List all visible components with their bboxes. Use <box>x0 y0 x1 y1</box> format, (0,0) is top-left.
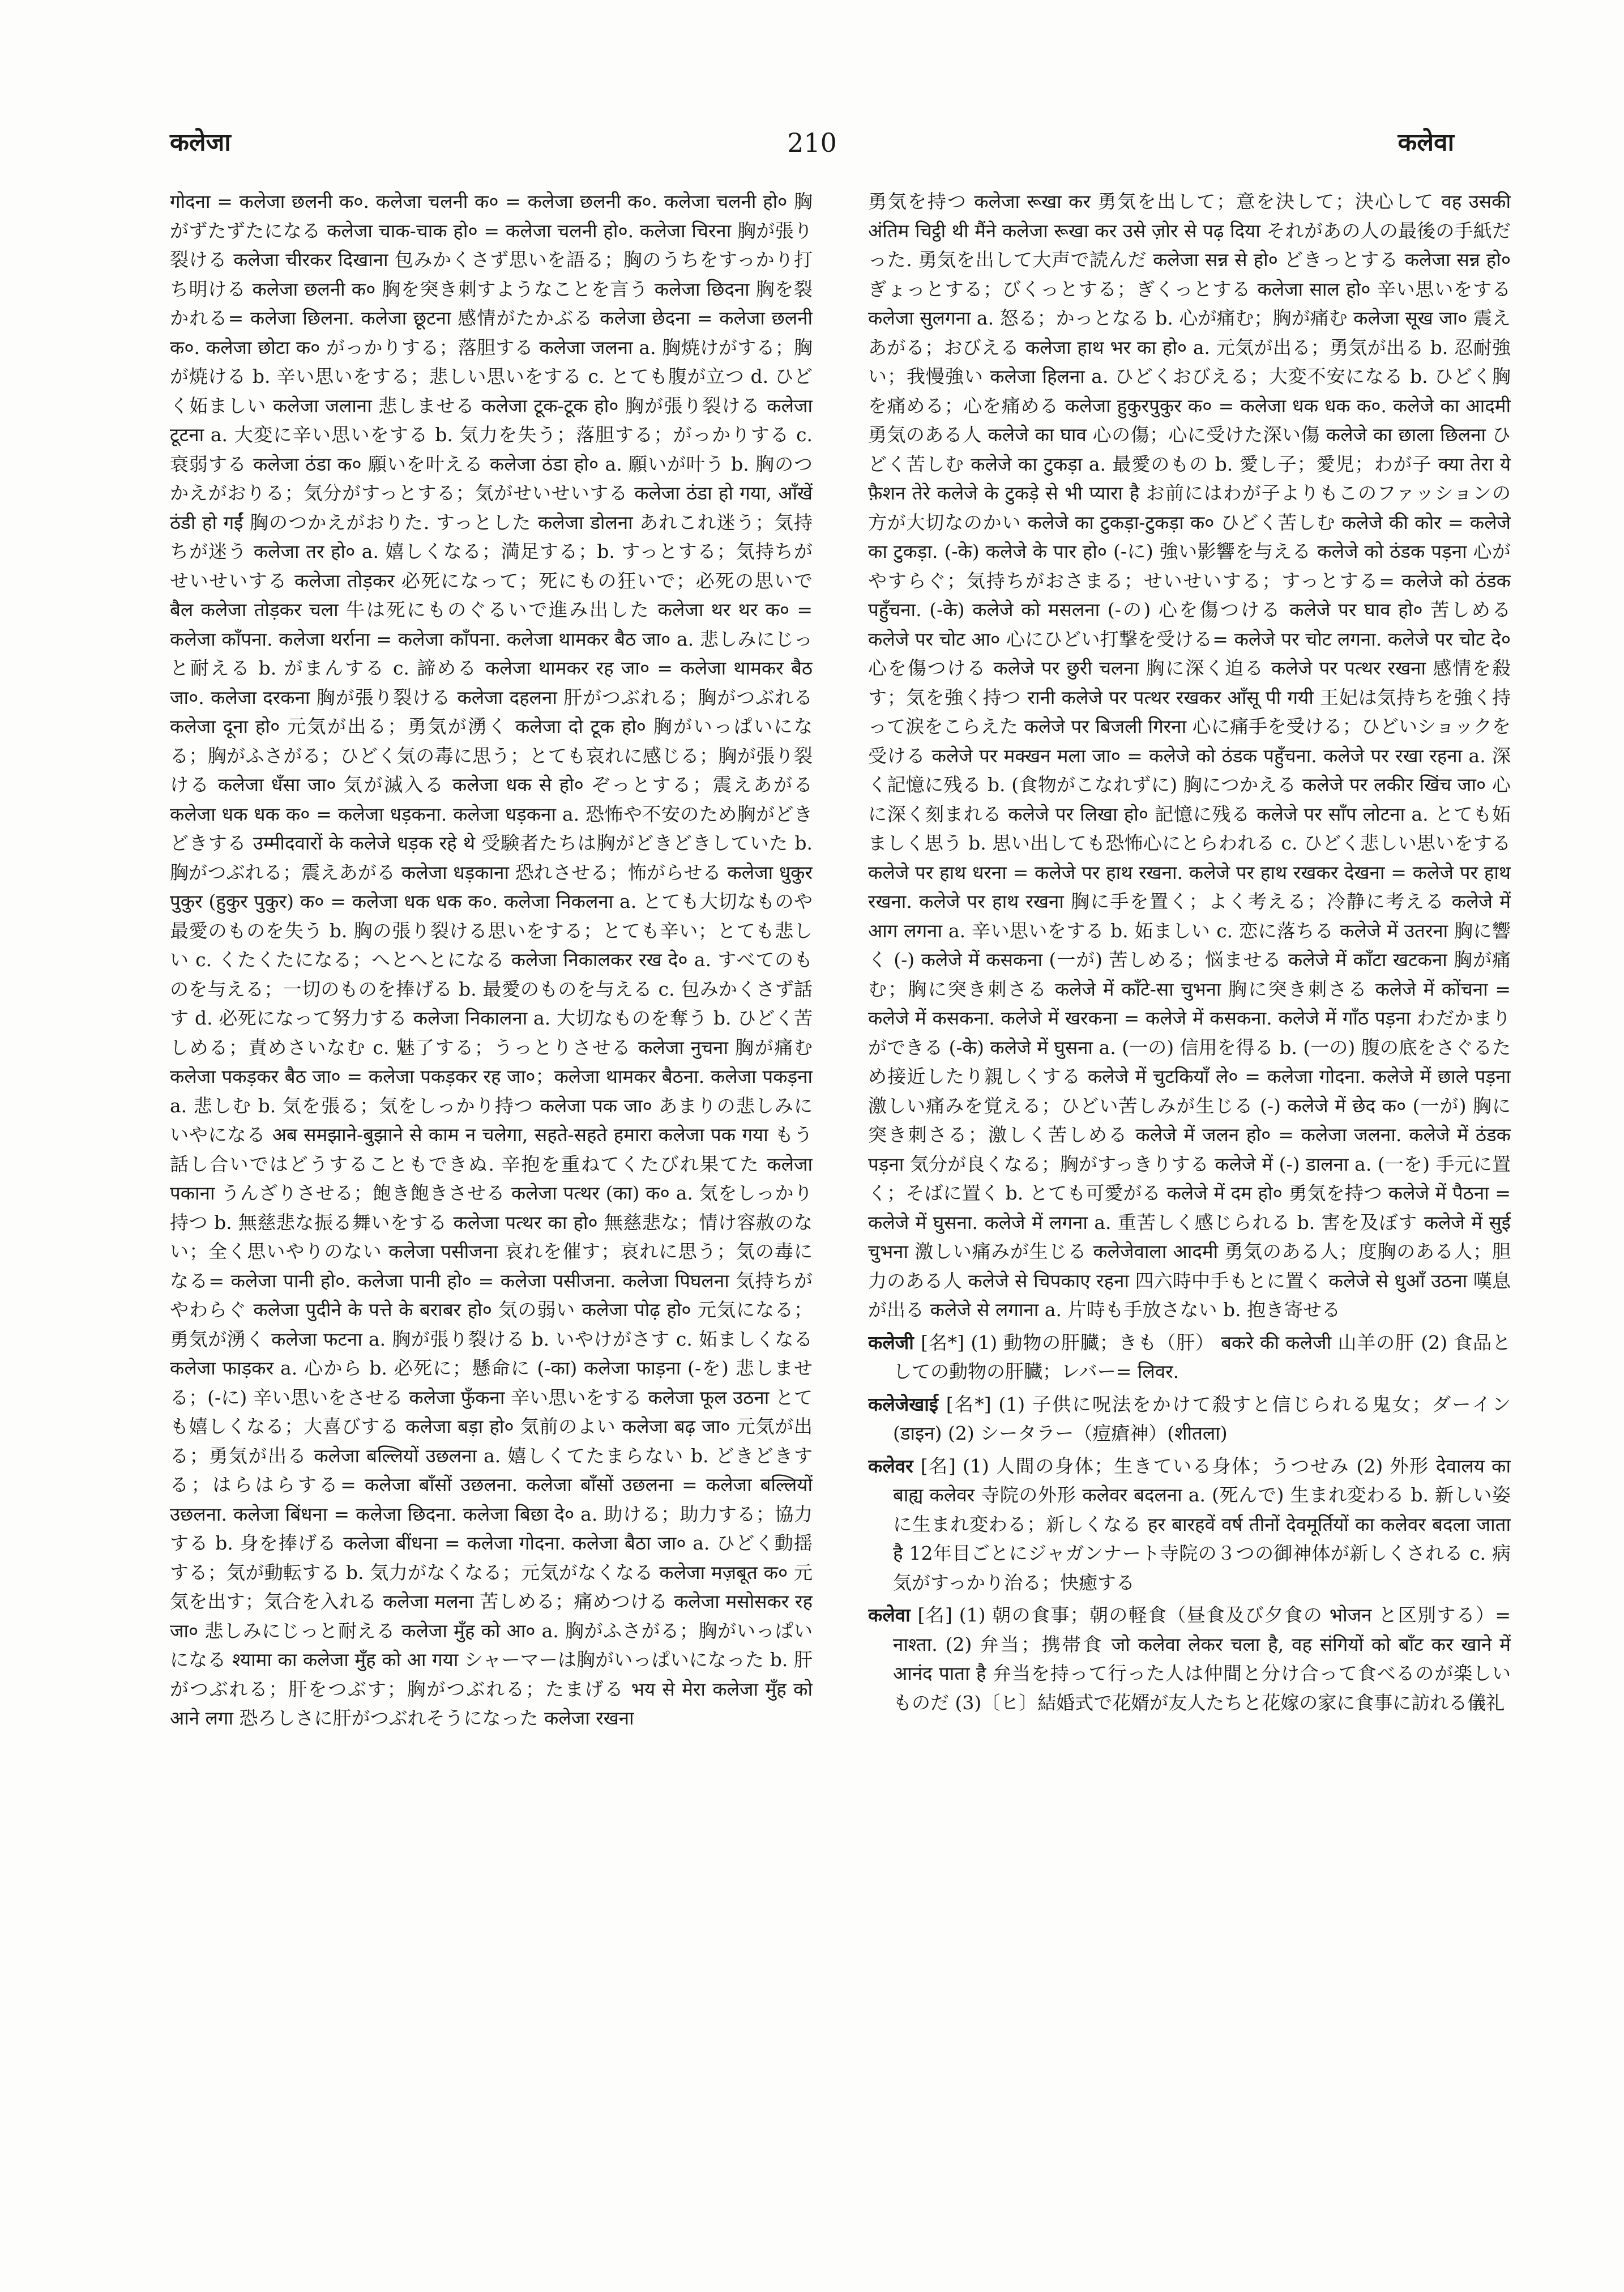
entry-definition: [名*] (1) 動物の肝臓；きも（肝） बकरे की कलेजी 山羊の肝 (2) 食品としての動物の肝臓；レバー= लिवर. <box>893 1331 1511 1382</box>
left-column <box>170 187 813 1733</box>
entry-headword: कलेवर <box>868 1454 921 1477</box>
running-head-first-entry: कलेजा <box>170 128 231 157</box>
entry-definition: [名] (1) 人間の身体；生きている身体；うつせみ (2) 外形 देवालय का बाह्य कलेवर 寺院の外形 कलेवर बदलना a. (死んで) 生まれ変わる b. 新しい姿に生まれ変わる；新しくなる हर बारहवें वर्ष तीनों देवमूर्तियों का कलेवर बदला जाता है 12年目ごとにジャガンナート寺院の３つの御神体が新しくされる c. 病気がすっかり治る；快癒する <box>893 1454 1511 1594</box>
entry-headword: कलेजी <box>868 1331 921 1354</box>
two-column-body <box>170 187 1511 2237</box>
entry-continuation-text: गोदना = कलेजा छलनी क०. कलेजा चलनी क० = कलेजा छलनी क०. कलेजा चलनी हो० 胸がずたずたになる कलेजा चाक-चाक हो० = कलेजा चलनी हो०. कलेजा चिरना 胸が張り裂ける कलेजा चीरकर दिखाना 包みかくさず思いを語る；胸のうちをすっかり打ち明ける कलेजा छलनी क० 胸を突き刺すようなことを言う कलेजा छिदना 胸を裂かれる= कलेजा छिलना. कलेजा छूटना 感情がたかぶる कलेजा छेदना = कलेजा छलनी क०. कलेजा छोटा क० がっかりする；落胆する कलेजा जलना a. 胸焼けがする；胸が焼ける b. 辛い思いをする；悲しい思いをする c. とても腹が立つ d. ひどく妬ましい कलेजा जलाना 悲しませる कलेजा टूक-टूक हो० 胸が張り裂ける कलेजा टूटना a. 大変に辛い思いをする b. 気力を失う；落胆する；がっかりする c. 衰弱する कलेजा ठंडा क० 願いを叶える कलेजा ठंडा हो० a. 願いが叶う b. 胸のつかえがおりる；気分がすっとする；気がせいせいする कलेजा ठंडा हो गया, आँखें ठंडी हो गईं 胸のつかえがおりた. すっとした कलेजा डोलना あれこれ迷う；気持ちが迷う कलेजा तर हो० a. 嬉しくなる；満足する；b. すっとする；気持ちがせいせいする कलेजा तोड़कर 必死になって；死にもの狂いで；必死の思いで बैल कलेजा तोड़कर चला 牛は死にものぐるいで進み出した कलेजा थर थर क० = कलेजा काँपना. कलेजा थर्राना = कलेजा काँपना. कलेजा थामकर बैठ जा० a. 悲しみにじっと耐える b. がまんする c. 諦める कलेजा थामकर रह जा० = कलेजा थामकर बैठ जा०. कलेजा दरकना 胸が張り裂ける कलेजा दहलना 肝がつぶれる；胸がつぶれる कलेजा दूना हो० 元気が出る；勇気が湧く कलेजा दो टूक हो० 胸がいっぱいになる；胸がふさがる；ひどく気の毒に思う；とても哀れに感じる；胸が張り裂ける कलेजा धँसा जा० 気が滅入る कलेजा धक से हो० ぞっとする；震えあがる कलेजा धक धक क० = कलेजा धड़कना. कलेजा धड़कना a. 恐怖や不安のため胸がどきどきする उम्मीदवारों के कलेजे धड़क रहे थे 受験者たちは胸がどきどきしていた b. 胸がつぶれる；震えあがる कलेजा धड़काना 恐れさせる；怖がらせる कलेजा धुकुर पुकुर (हुकुर पुकुर) क० = कलेजा धक धक क०. कलेजा निकलना a. とても大切なものや最愛のものを失う b. 胸の張り裂ける思いをする；とても辛い；とても悲しい c. くたくたになる；へとへとになる कलेजा निकालकर रख दे० a. すべてのものを与える；一切のものを捧げる b. 最愛のものを与える c. 包みかくさず話す d. 必死になって努力する कलेजा निकालना a. 大切なものを奪う b. ひどく苦しめる；責めさいなむ c. 魅了する；うっとりさせる कलेजा नुचना 胸が痛む कलेजा पकड़कर बैठ जा० = कलेजा पकड़कर रह जा०；कलेजा थामकर बैठना. कलेजा पकड़ना a. 悲しむ b. 気を張る；気をしっかり持つ कलेजा पक जा० あまりの悲しみにいやになる अब समझाने-बुझाने से काम न चलेगा, सहते-सहते हमारा कलेजा पक गया もう話し合いではどうすることもできぬ. 辛抱を重ねてくたびれ果てた कलेजा पकाना うんざりさせる；飽き飽きさせる कलेजा पत्थर (का) क० a. 気をしっかり持つ b. 無慈悲な振る舞いをする कलेजा पत्थर का हो० 無慈悲な；情け容赦のない；全く思いやりのない कलेजा पसीजना 哀れを催す；哀れに思う；気の毒になる= कलेजा पानी हो०. कलेजा पानी हो० = कलेजा पसीजना. कलेजा पिघलना 気持ちがやわらぐ कलेजा पुदीने के पत्ते के बराबर हो० 気の弱い कलेजा पोढ़ हो० 元気になる；勇気が湧く कलेजा फटना a. 胸が張り裂ける b. いやけがさす c. 妬ましくなる कलेजा फाड़कर a. 心から b. 必死に；懸命に (-का) कलेजा फाड़ना (-を) 悲しませる；(-に) 辛い思いをさせる कलेजा फुँकना 辛い思いをする कलेजा फूल उठना とても嬉しくなる；大喜びする कलेजा बड़ा हो० 気前のよい कलेजा बढ़ जा० 元気が出る；勇気が出る कलेजा बल्लियों उछलना a. 嬉しくてたまらない b. どきどきする；はらはらする= कलेजा बाँसों उछलना. कलेजा बाँसों उछलना = कलेजा बल्लियों उछलना. कलेजा बिंधना = कलेजा छिदना. कलेजा बिछा दे० a. 助ける；助力する；協力する b. 身を捧げる कलेजा बींधना = कलेजा गोदना. कलेजा बैठा जा० a. ひどく動揺する；気が動転する b. 気力がなくなる；元気がなくなる कलेजा मज़बूत क० 元気を出す；気合を入れる कलेजा मलना 苦しめる；痛めつける कलेजा मसोसकर रह जा० 悲しみにじっと耐える कलेजा मुँह को आ० a. 胸がふさがる；胸がいっぱいになる श्यामा का कलेजा मुँह को आ गया シャーマーは胸がいっぱいになった b. 肝がつぶれる；肝をつぶす；胸がつぶれる；たまげる भय से मेरा कलेजा मुँह को आने लगा 恐ろしさに肝がつぶれそうになった कलेजा रखना <box>170 190 813 1729</box>
dictionary-entry <box>868 1390 1511 1448</box>
entry-definition: [名] (1) 朝の食事；朝の軽食（昼食及び夕食の भोजन と区別する）= नाश्ता. (2) 弁当；携帯食 जो कलेवा लेकर चला है, वह संगियों को बाँट कर खाने में आनंद पाता है 弁当を持って行った人は仲間と分け合って食べるのが楽しいものだ (3)〔ヒ〕結婚式で花婿が友人たちと花嫁の家に食事に訪れる儀礼 <box>893 1604 1511 1714</box>
running-head-last-entry: कलेवा <box>1398 128 1454 157</box>
running-head <box>170 126 1454 165</box>
dictionary-entry <box>868 1452 1511 1598</box>
page-number: 210 <box>787 127 837 158</box>
entry-headword: कलेजेखाई <box>868 1393 946 1415</box>
right-column <box>868 187 1511 1717</box>
entry-continuation-text: 勇気を持つ कलेजा रूखा कर 勇気を出して；意を決して；決心して वह उसकी अंतिम चिट्ठी थी मैंने कलेजा रूखा कर उसे ज़ोर से पढ़ दिया それがあの人の最後の手紙だった. 勇気を出して大声で読んだ कलेजा सन्न से हो० どきっとする कलेजा सन्न हो० ぎょっとする；びくっとする；ぎくっとする कलेजा साल हो० 辛い思いをする कलेजा सुलगना a. 怒る；かっとなる b. 心が痛む；胸が痛む कलेजा सूख जा० 震えあがる；おびえる कलेजा हाथ भर का हो० a. 元気が出る；勇気が出る b. 忍耐強い；我慢強い कलेजा हिलना a. ひどくおびえる；大変不安になる b. ひどく胸を痛める；心を痛める कलेजा हुकुरपुकुर क० = कलेजा धक धक क०. कलेजे का आदमी 勇気のある人 कलेजे का घाव 心の傷；心に受けた深い傷 कलेजे का छाला छिलना ひどく苦しむ कलेजे का टुकड़ा a. 最愛のもの b. 愛し子；愛児；わが子 क्या तेरा ये फ़ैशन तेरे कलेजे के टुकड़े से भी प्यारा है お前にはわが子よりもこのファッションの方が大切なのかい कलेजे का टुकड़ा-टुकड़ा क० ひどく苦しむ कलेजे की कोर = कलेजे का टुकड़ा. (-के) कलेजे के पार हो० (-に) 強い影響を与える कलेजे को ठंडक पड़ना 心がやすらぐ；気持ちがおさまる；せいせいする；すっとする= कलेजे को ठंडक पहुँचना. (-के) कलेजे को मसलना (-の) 心を傷つける कलेजे पर घाव हो० 苦しめる कलेजे पर चोट आ० 心にひどい打撃を受ける= कलेजे पर चोट लगना. कलेजे पर चोट दे० 心を傷つける कलेजे पर छुरी चलना 胸に深く迫る कलेजे पर पत्थर रखना 感情を殺す；気を強く持つ रानी कलेजे पर पत्थर रखकर आँसू पी गयी 王妃は気持ちを強く持って涙をこらえた कलेजे पर बिजली गिरना 心に痛手を受ける；ひどいショックを受ける कलेजे पर मक्खन मला जा० = कलेजे को ठंडक पहुँचना. कलेजे पर रखा रहना a. 深く記憶に残る b. (食物がこなれずに) 胸につかえる कलेजे पर लकीर खिंच जा० 心に深く刻まれる कलेजे पर लिखा हो० 記憶に残る कलेजे पर साँप लोटना a. とても妬ましく思う b. 思い出しても恐怖心にとらわれる c. ひどく悲しい思いをする कलेजे पर हाथ धरना = कलेजे पर हाथ रखना. कलेजे पर हाथ रखकर देखना = कलेजे पर हाथ रखना. कलेजे पर हाथ रखना 胸に手を置く；よく考える；冷静に考える कलेजे में आग लगना a. 辛い思いをする b. 妬ましい c. 恋に落ちる कलेजे में उतरना 胸に響く (-) कलेजे में कसकना (一が) 苦しめる；悩ませる कलेजे में काँटा खटकना 胸が痛む；胸に突き刺さる कलेजे में काँटे-सा चुभना 胸に突き刺さる कलेजे में कोंचना = कलेजे में कसकना. कलेजे में खरकना = कलेजे में कसकना. कलेजे में गाँठ पड़ना わだかまりができる (-के) कलेजे में घुसना a. (一の) 信用を得る b. (一の) 腹の底をさぐるため接近したり親しくする कलेजे में चुटकियाँ ले० = कलेजा गोदना. कलेजे में छाले पड़ना 激しい痛みを覚える；ひどい苦しみが生じる (-) कलेजे में छेद क० (一が) 胸に突き刺さる；激しく苦しめる कलेजे में जलन हो० = कलेजा जलना. कलेजे में ठंडक पड़ना 気分が良くなる；胸がすっきりする कलेजे में (-) डालना a. (一を) 手元に置く；そばに置く b. とても可愛がる कलेजे में दम हो० 勇気を持つ कलेजे में पैठना = कलेजे में घुसना. कलेजे में लगना a. 重苦しく感じられる b. 害を及ぼす कलेजे में सुई चुभना 激しい痛みが生じる कलेजेवाला आदमी 勇気のある人；度胸のある人；胆力のある人 कलेजे से चिपकाए रहना 四六時中手もとに置く कलेजे से धुआँ उठना 嘆息が出る कलेजे से लगाना a. 片時も手放さない b. 抱き寄せる <box>868 190 1511 1321</box>
dictionary-entry <box>868 1600 1511 1717</box>
entry-definition: [名*] (1) 子供に呪法をかけて殺すと信じられる鬼女；ダーイン (डाइन) (2) シータラー（痘瘡神）(शीतला) <box>893 1393 1511 1444</box>
dictionary-entry <box>868 1328 1511 1386</box>
entry-headword: कलेवा <box>868 1604 918 1626</box>
